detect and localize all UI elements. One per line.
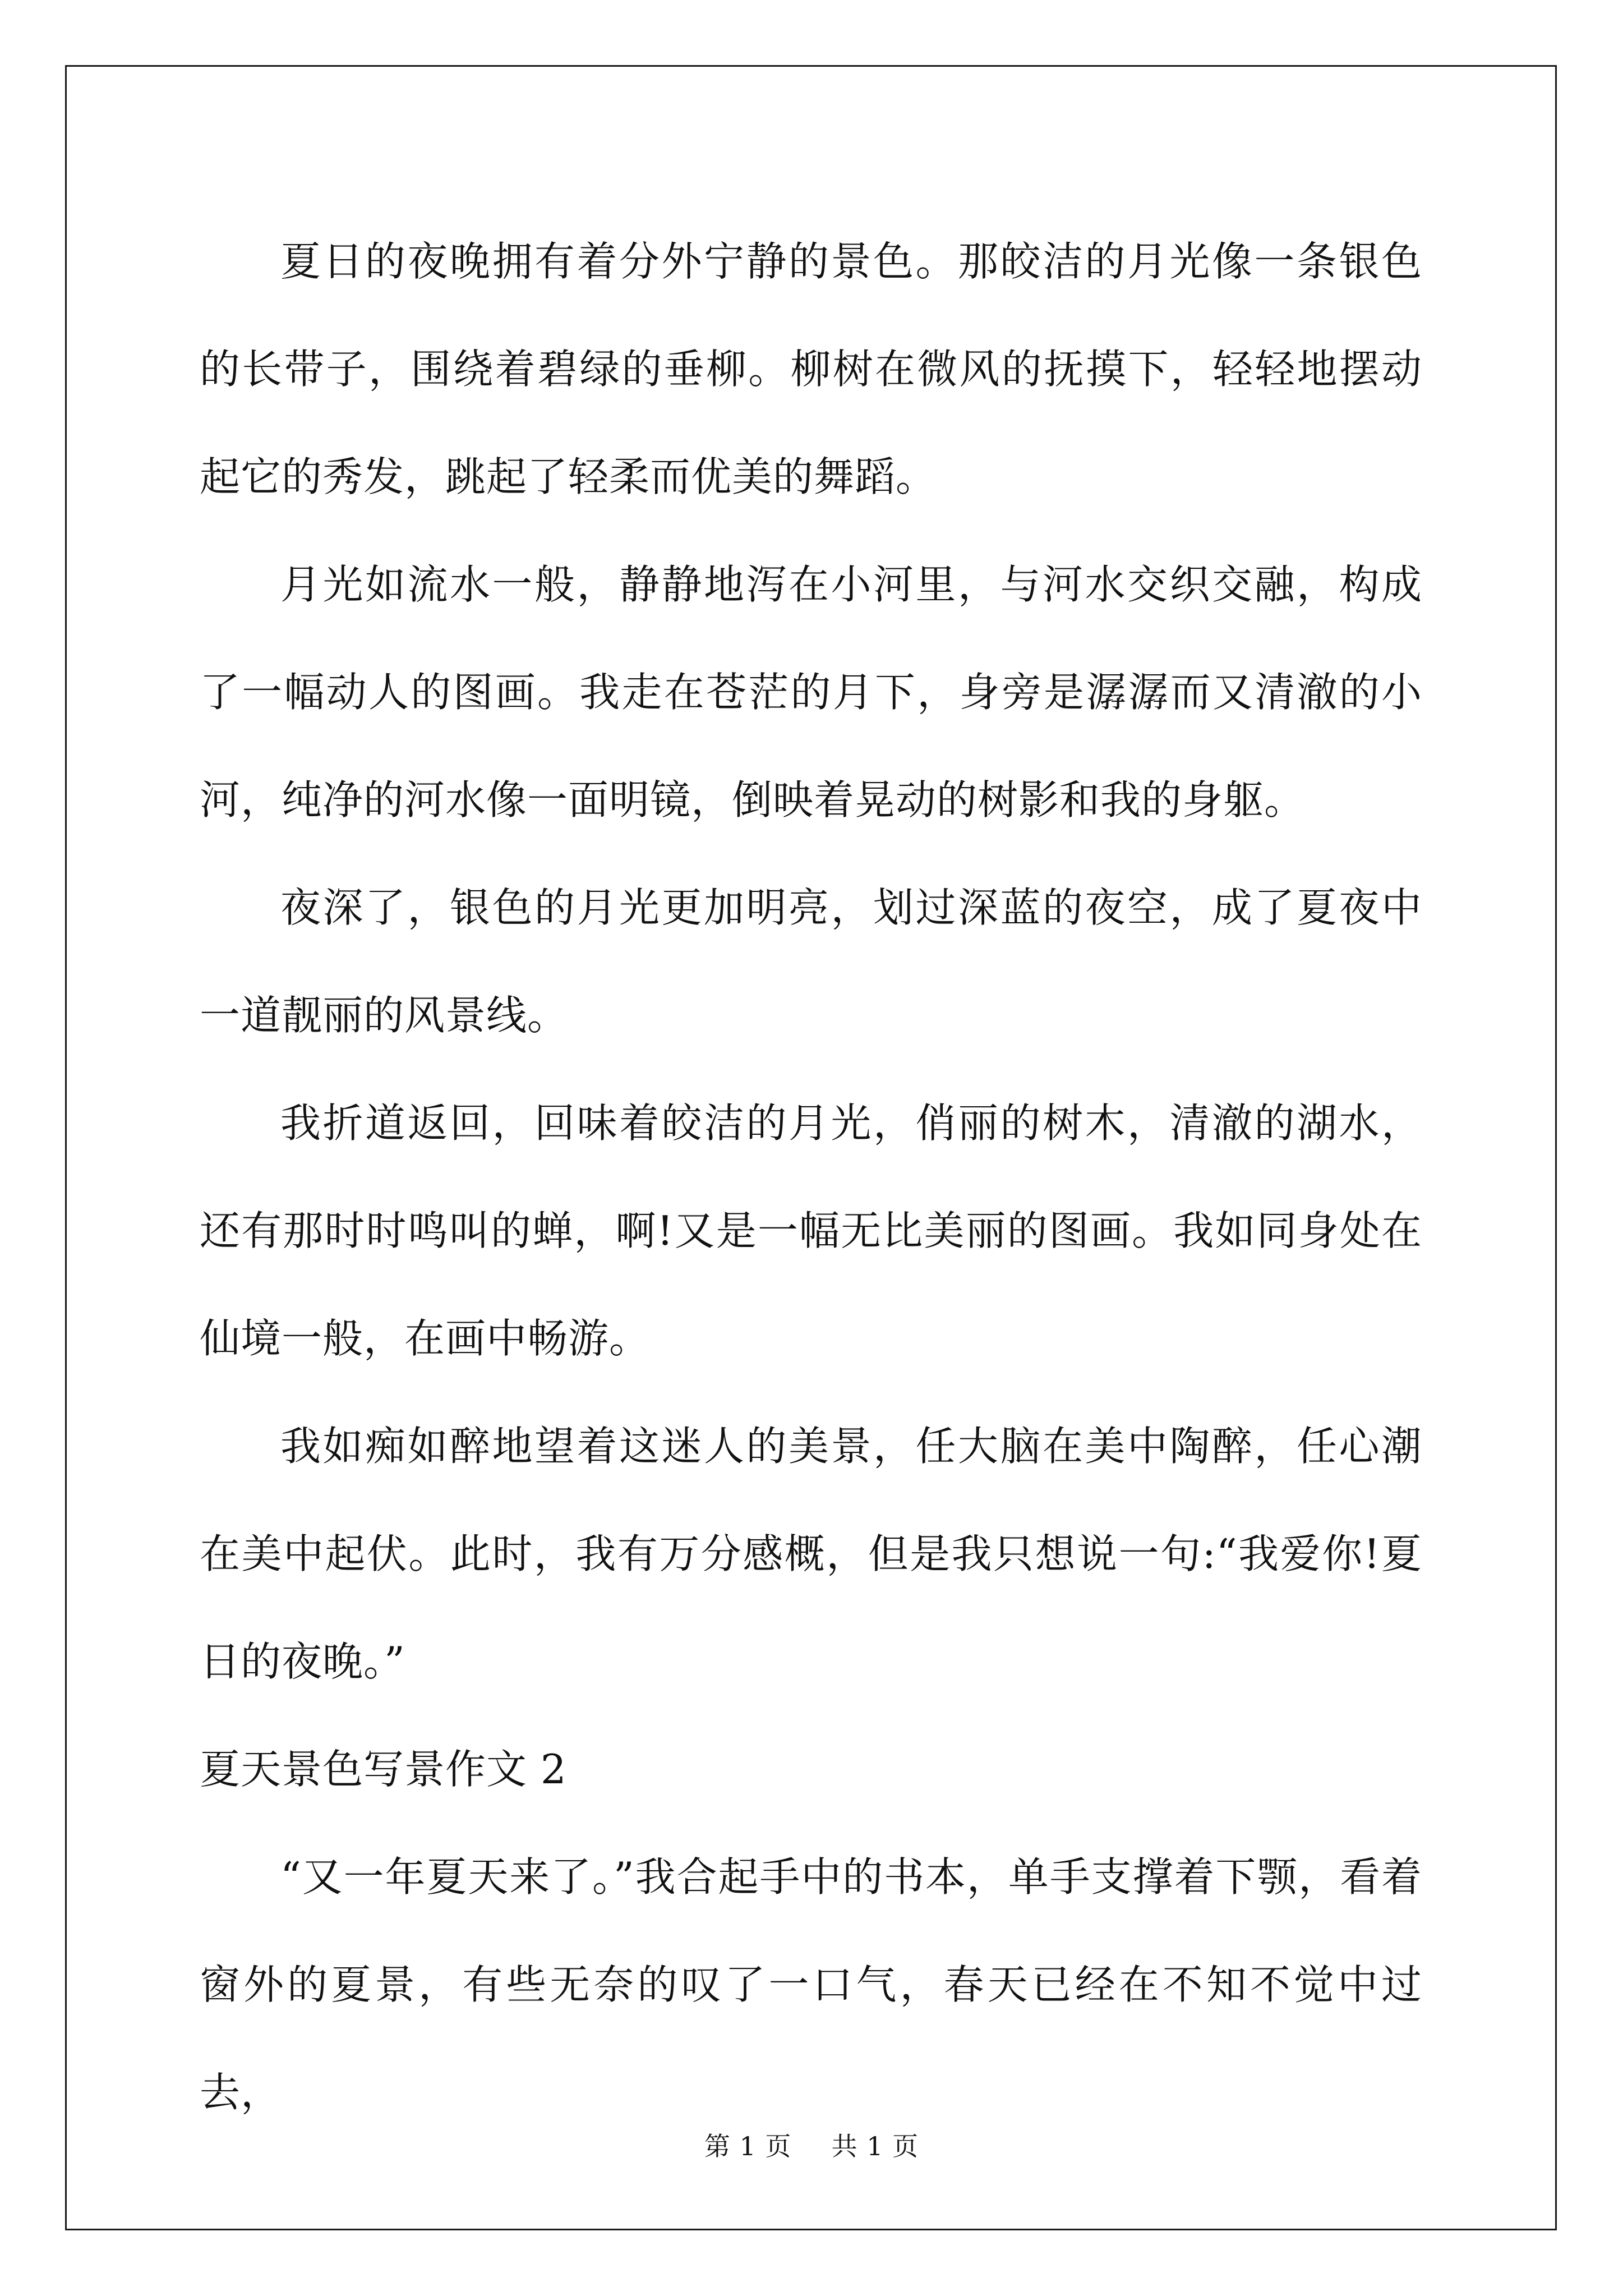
paragraph: 夜深了，银色的月光更加明亮，划过深蓝的夜空，成了夏夜中一道靓丽的风景线。: [200, 884, 1422, 1039]
paragraph: 月光如流水一般，静静地泻在小河里，与河水交织交融，构成了一幅动人的图画。我走在苍茫的月下，身旁是潺潺而又清澈的小河，纯净的河水像一面明镜，倒映着晃动的树影和我的身躯。: [200, 561, 1422, 823]
section-heading: 夏天景色写景作文 2: [200, 1746, 567, 1793]
page-total: 共 1 页: [831, 2131, 919, 2161]
paragraph: 我折道返回，回味着皎洁的月光，俏丽的树木，清澈的湖水，还有那时时鸣叫的蝉，啊!又是一幅无比美丽的图画。我如同身处在仙境一般，在画中畅游。: [200, 1099, 1422, 1362]
page-footer: [0, 2129, 1623, 2163]
paragraph: 我如痴如醉地望着这迷人的美景，任大脑在美中陶醉，任心潮在美中起伏。此时，我有万分感概，但是我只想说一句:“我爱你!夏日的夜晚。”: [200, 1423, 1422, 1685]
paragraph: “又一年夏天来了。”我合起手中的书本，单手支撑着下颚，看着窗外的夏景，有些无奈的叹了一口气，春天已经在不知不觉中过去，: [200, 1853, 1422, 2116]
document-body: [200, 208, 1422, 2146]
page-number: 第 1 页: [704, 2131, 792, 2161]
paragraph: 夏日的夜晚拥有着分外宁静的景色。那皎洁的月光像一条银色的长带子，围绕着碧绿的垂柳。柳树在微风的抚摸下，轻轻地摆动起它的秀发，跳起了轻柔而优美的舞蹈。: [200, 238, 1422, 500]
